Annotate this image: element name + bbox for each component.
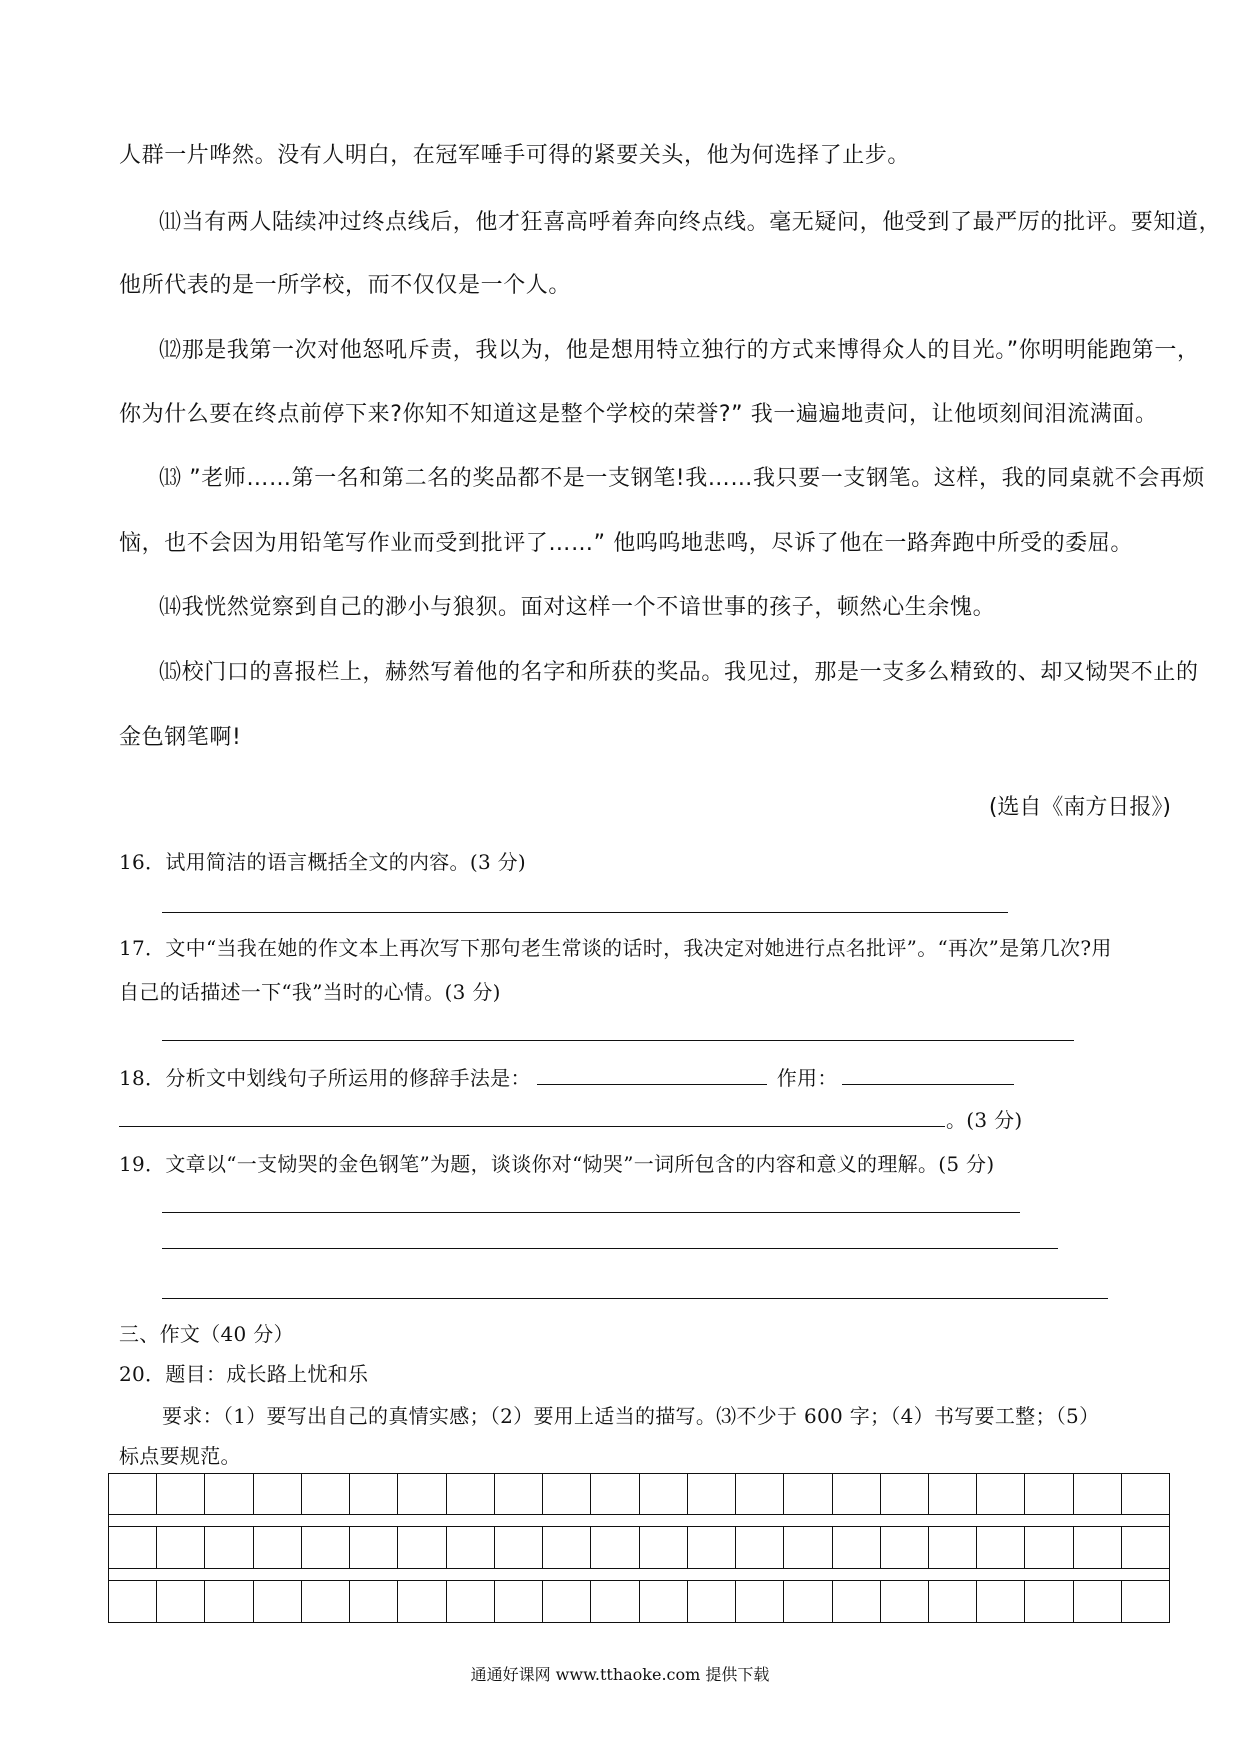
grid-cell[interactable] — [109, 1581, 157, 1622]
question-17-line-1: 17．文中“当我在她的作文本上再次写下那句老生常谈的话时，我决定对她进行点名批评”。“再次”是第几次?用 — [119, 936, 1112, 960]
grid-cell[interactable] — [929, 1581, 977, 1622]
grid-cell[interactable] — [350, 1581, 398, 1622]
grid-cell[interactable] — [1122, 1527, 1169, 1568]
question-18-effect-label: 作用： — [776, 1066, 838, 1090]
answer-blank-18-effect-a[interactable] — [842, 1064, 1014, 1085]
grid-cell[interactable] — [157, 1581, 205, 1622]
grid-cell[interactable] — [640, 1527, 688, 1568]
answer-line-19-b[interactable] — [162, 1248, 1058, 1249]
grid-cell[interactable] — [833, 1527, 881, 1568]
grid-cell[interactable] — [157, 1474, 205, 1514]
grid-cell[interactable] — [784, 1527, 832, 1568]
grid-cell[interactable] — [1122, 1581, 1169, 1622]
passage-line-3: 他所代表的是一所学校，而不仅仅是一个人。 — [119, 273, 572, 298]
grid-cell[interactable] — [447, 1581, 495, 1622]
essay-requirements-line-1: 要求：（1）要写出自己的真情实感；（2）要用上适当的描写。⑶不少于 600 字；（4）书写要工整；（5） — [162, 1404, 1100, 1428]
grid-cell[interactable] — [254, 1527, 302, 1568]
question-19: 19．文章以“一支恸哭的金色钢笔”为题，谈谈你对“恸哭”一词所包含的内容和意义的理解。(5 分) — [119, 1152, 995, 1176]
passage-line-10: 金色钢笔啊! — [119, 725, 242, 750]
grid-cell[interactable] — [254, 1581, 302, 1622]
grid-cell[interactable] — [350, 1474, 398, 1514]
essay-topic: 20．题目：成长路上忧和乐 — [119, 1362, 369, 1386]
grid-cell[interactable] — [495, 1581, 543, 1622]
grid-cell[interactable] — [109, 1527, 157, 1568]
grid-cell[interactable] — [640, 1581, 688, 1622]
grid-cell[interactable] — [833, 1581, 881, 1622]
passage-line-5: 你为什么要在终点前停下来?你知不知道这是整个学校的荣誉?” 我一遍遍地责问，让他顷刻间泪流满面。 — [119, 402, 1158, 427]
passage-line-7: 恼，也不会因为用铅笔写作业而受到批评了……” 他呜呜地悲鸣，尽诉了他在一路奔跑中所受的委屈。 — [119, 531, 1133, 556]
passage-line-8: ⒁我恍然觉察到自己的渺小与狼狈。面对这样一个不谙世事的孩子，顿然心生余愧。 — [159, 595, 996, 620]
grid-cell[interactable] — [302, 1581, 350, 1622]
question-18-prefix: 18．分析文中划线句子所运用的修辞手法是： — [119, 1066, 531, 1090]
grid-cell[interactable] — [254, 1474, 302, 1514]
question-16: 16．试用简洁的语言概括全文的内容。(3 分) — [119, 850, 527, 874]
passage-line-9: ⒂校门口的喜报栏上，赫然写着他的名字和所获的奖品。我见过，那是一支多么精致的、却又恸哭不止的 — [159, 660, 1199, 685]
grid-cell[interactable] — [1074, 1527, 1122, 1568]
grid-cell[interactable] — [109, 1474, 157, 1514]
grid-cell[interactable] — [543, 1527, 591, 1568]
grid-cell[interactable] — [929, 1527, 977, 1568]
grid-cell[interactable] — [350, 1527, 398, 1568]
grid-cell[interactable] — [881, 1527, 929, 1568]
passage-line-1: 人群一片哗然。没有人明白，在冠军唾手可得的紧要关头，他为何选择了止步。 — [119, 143, 911, 168]
essay-requirements-line-2: 标点要规范。 — [119, 1444, 241, 1468]
grid-row — [108, 1473, 1170, 1515]
grid-cell[interactable] — [495, 1527, 543, 1568]
passage-source: (选自《南方日报》) — [988, 795, 1171, 820]
grid-row-gap — [108, 1515, 1170, 1527]
grid-cell[interactable] — [398, 1527, 446, 1568]
grid-cell[interactable] — [784, 1474, 832, 1514]
question-18 — [119, 1062, 1014, 1091]
grid-cell[interactable] — [688, 1527, 736, 1568]
grid-cell[interactable] — [543, 1581, 591, 1622]
page-footer: 通通好课网 www.tthaoke.com 提供下载 — [470, 1665, 770, 1684]
grid-cell[interactable] — [157, 1527, 205, 1568]
grid-cell[interactable] — [495, 1474, 543, 1514]
answer-line-19-a[interactable] — [162, 1212, 1020, 1213]
grid-cell[interactable] — [977, 1581, 1025, 1622]
grid-row-gap — [108, 1569, 1170, 1581]
grid-cell[interactable] — [543, 1474, 591, 1514]
question-17-line-2: 自己的话描述一下“我”当时的心情。(3 分) — [119, 980, 501, 1004]
passage-line-6: ⒀ ”老师……第一名和第二名的奖品都不是一支钢笔!我……我只要一支钢笔。这样，我的同桌就不会再烦 — [159, 466, 1206, 491]
grid-cell[interactable] — [881, 1474, 929, 1514]
answer-line-17[interactable] — [162, 1040, 1074, 1041]
grid-cell[interactable] — [688, 1581, 736, 1622]
grid-row — [108, 1581, 1170, 1623]
grid-cell[interactable] — [1025, 1527, 1073, 1568]
grid-cell[interactable] — [591, 1474, 639, 1514]
answer-line-19-c[interactable] — [162, 1298, 1108, 1299]
grid-cell[interactable] — [398, 1581, 446, 1622]
grid-cell[interactable] — [1122, 1474, 1169, 1514]
grid-cell[interactable] — [205, 1581, 253, 1622]
grid-cell[interactable] — [977, 1474, 1025, 1514]
grid-cell[interactable] — [784, 1581, 832, 1622]
answer-blank-18-technique[interactable] — [537, 1064, 767, 1085]
passage-line-4: ⑿那是我第一次对他怒吼斥责，我以为，他是想用特立独行的方式来博得众人的目光。”你明明能跑第一， — [159, 338, 1200, 363]
grid-cell[interactable] — [302, 1527, 350, 1568]
essay-section-title: 三、作文（40 分） — [119, 1322, 294, 1346]
question-18-suffix: 。(3 分) — [946, 1108, 1023, 1132]
grid-cell[interactable] — [1074, 1474, 1122, 1514]
grid-cell[interactable] — [640, 1474, 688, 1514]
grid-cell[interactable] — [881, 1581, 929, 1622]
grid-cell[interactable] — [591, 1527, 639, 1568]
grid-cell[interactable] — [929, 1474, 977, 1514]
grid-cell[interactable] — [736, 1474, 784, 1514]
grid-cell[interactable] — [205, 1527, 253, 1568]
grid-cell[interactable] — [688, 1474, 736, 1514]
grid-cell[interactable] — [447, 1474, 495, 1514]
essay-writing-grid[interactable] — [108, 1473, 1170, 1623]
grid-cell[interactable] — [205, 1474, 253, 1514]
grid-cell[interactable] — [1025, 1474, 1073, 1514]
grid-cell[interactable] — [736, 1581, 784, 1622]
grid-cell[interactable] — [302, 1474, 350, 1514]
grid-cell[interactable] — [398, 1474, 446, 1514]
grid-cell[interactable] — [591, 1581, 639, 1622]
grid-row — [108, 1527, 1170, 1569]
grid-cell[interactable] — [447, 1527, 495, 1568]
grid-cell[interactable] — [736, 1527, 784, 1568]
grid-cell[interactable] — [833, 1474, 881, 1514]
grid-cell[interactable] — [1025, 1581, 1073, 1622]
passage-line-2: ⑾当有两人陆续冲过终点线后，他才狂喜高呼着奔向终点线。毫无疑问，他受到了最严厉的批评。要知道， — [159, 210, 1222, 235]
grid-cell[interactable] — [977, 1527, 1025, 1568]
answer-line-16[interactable] — [162, 912, 1008, 913]
answer-line-18-effect-b[interactable] — [119, 1126, 945, 1127]
grid-cell[interactable] — [1074, 1581, 1122, 1622]
